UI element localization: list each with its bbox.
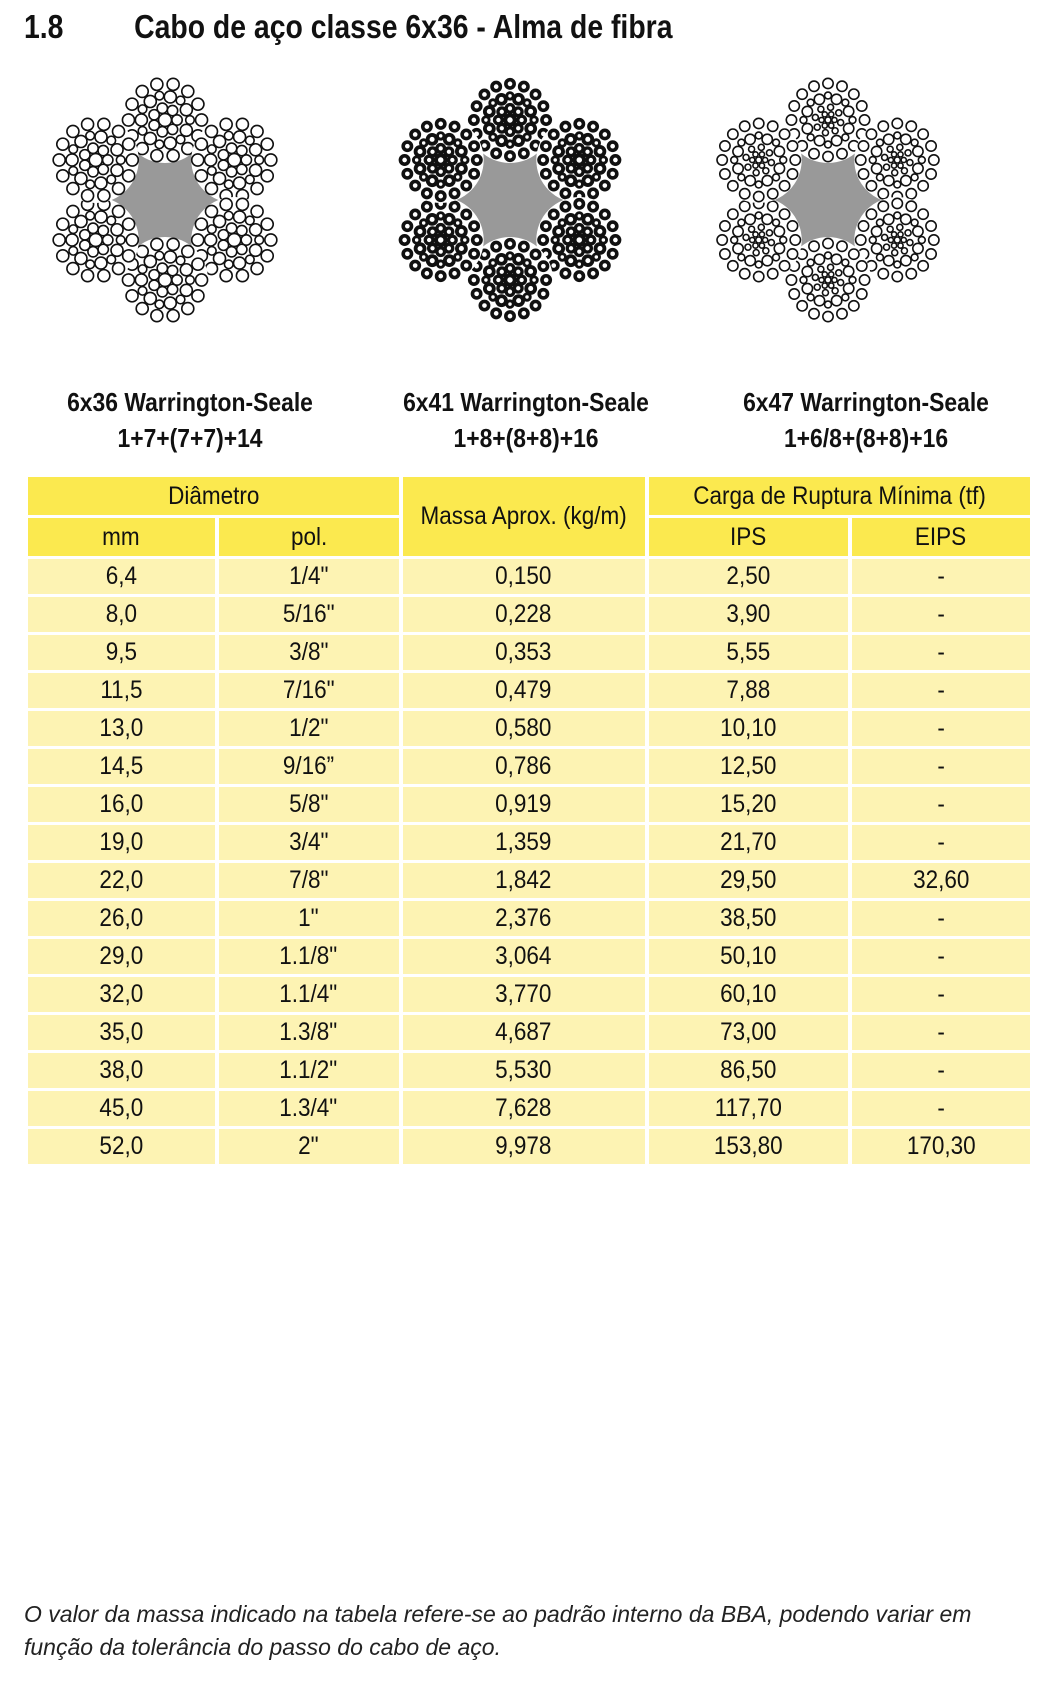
construction-caption-6x36: [0, 384, 380, 456]
header-massa: Massa Aprox. (kg/m): [403, 477, 645, 556]
cell-massa: 1,842: [403, 863, 645, 898]
cell-pol: 3/4": [219, 825, 399, 860]
cell-ips: 60,10: [649, 977, 848, 1012]
cell-pol: 1/2": [219, 711, 399, 746]
cell-mm: 14,5: [28, 749, 215, 784]
table-row: [28, 635, 1030, 670]
construction-formula: 1+6/8+(8+8)+16: [783, 423, 949, 453]
cell-mm: 8,0: [28, 597, 215, 632]
construction-caption-6x41: [336, 384, 716, 456]
table-row: [28, 673, 1030, 708]
cell-massa: 7,628: [403, 1091, 645, 1126]
cell-massa: 9,978: [403, 1129, 645, 1164]
table-row: [28, 863, 1030, 898]
cell-mm: 38,0: [28, 1053, 215, 1088]
rope-cross-section-6x36: [30, 62, 300, 352]
cell-ips: 153,80: [649, 1129, 848, 1164]
cell-ips: 29,50: [649, 863, 848, 898]
cell-eips: -: [852, 939, 1030, 974]
cell-mm: 32,0: [28, 977, 215, 1012]
cell-mm: 11,5: [28, 673, 215, 708]
cell-mm: 29,0: [28, 939, 215, 974]
cell-eips: -: [852, 559, 1030, 594]
cell-pol: 1.3/8": [219, 1015, 399, 1050]
header-carga-ruptura: Carga de Ruptura Mínima (tf): [649, 477, 1030, 515]
cell-mm: 19,0: [28, 825, 215, 860]
cell-massa: 0,786: [403, 749, 645, 784]
cell-pol: 5/16": [219, 597, 399, 632]
table-row: [28, 1053, 1030, 1088]
table-row: [28, 597, 1030, 632]
header-pol: pol.: [219, 518, 399, 556]
table-row: [28, 901, 1030, 936]
table-row: [28, 1015, 1030, 1050]
cell-eips: -: [852, 597, 1030, 632]
cell-ips: 73,00: [649, 1015, 848, 1050]
cell-ips: 3,90: [649, 597, 848, 632]
cell-mm: 26,0: [28, 901, 215, 936]
cell-massa: 0,150: [403, 559, 645, 594]
cell-massa: 4,687: [403, 1015, 645, 1050]
cell-eips: -: [852, 901, 1030, 936]
construction-name: 6x41 Warrington-Seale: [403, 387, 649, 417]
cell-eips: -: [852, 825, 1030, 860]
construction-formula: 1+8+(8+8)+16: [453, 423, 599, 453]
header-diameter: Diâmetro: [28, 477, 399, 515]
construction-caption-6x47: [676, 384, 1056, 456]
cell-eips: 32,60: [852, 863, 1030, 898]
cell-ips: 2,50: [649, 559, 848, 594]
table-row: [28, 825, 1030, 860]
cell-massa: 0,228: [403, 597, 645, 632]
cell-ips: 12,50: [649, 749, 848, 784]
cell-ips: 7,88: [649, 673, 848, 708]
cell-pol: 1/4": [219, 559, 399, 594]
cell-pol: 5/8": [219, 787, 399, 822]
table-row: [28, 559, 1030, 594]
footnote: O valor da massa indicado na tabela refere-se ao padrão interno da BBA, podendo variar em função da tolerância do passo do cabo de aço.: [24, 1601, 972, 1660]
rope-cross-section-6x41: [375, 62, 645, 352]
cell-eips: -: [852, 977, 1030, 1012]
cell-ips: 10,10: [649, 711, 848, 746]
cell-massa: 0,919: [403, 787, 645, 822]
section-title: Cabo de aço classe 6x36 - Alma de fibra: [134, 8, 673, 45]
cell-eips: -: [852, 1091, 1030, 1126]
cell-mm: 16,0: [28, 787, 215, 822]
cell-pol: 1": [219, 901, 399, 936]
page-title: [24, 8, 672, 46]
cell-mm: 13,0: [28, 711, 215, 746]
cell-ips: 5,55: [649, 635, 848, 670]
header-ips: IPS: [649, 518, 848, 556]
cell-eips: 170,30: [852, 1129, 1030, 1164]
cell-ips: 50,10: [649, 939, 848, 974]
cell-ips: 117,70: [649, 1091, 848, 1126]
specification-table: [24, 474, 1034, 1167]
cell-mm: 6,4: [28, 559, 215, 594]
cell-massa: 2,376: [403, 901, 645, 936]
cell-massa: 3,064: [403, 939, 645, 974]
cell-massa: 0,353: [403, 635, 645, 670]
cell-eips: -: [852, 635, 1030, 670]
cell-pol: 1.1/2": [219, 1053, 399, 1088]
section-number: 1.8: [24, 8, 64, 45]
table-row: [28, 749, 1030, 784]
table-row: [28, 977, 1030, 1012]
cell-pol: 1.1/4": [219, 977, 399, 1012]
cell-massa: 0,580: [403, 711, 645, 746]
cell-pol: 7/16": [219, 673, 399, 708]
cell-eips: -: [852, 1015, 1030, 1050]
table-row: [28, 1129, 1030, 1164]
cell-pol: 1.3/4": [219, 1091, 399, 1126]
cell-eips: -: [852, 711, 1030, 746]
table-row: [28, 711, 1030, 746]
cell-massa: 3,770: [403, 977, 645, 1012]
table-row: [28, 1091, 1030, 1126]
table-row: [28, 939, 1030, 974]
rope-cross-section-6x47: [693, 62, 963, 352]
construction-name: 6x47 Warrington-Seale: [743, 387, 989, 417]
header-eips: EIPS: [852, 518, 1030, 556]
cell-mm: 45,0: [28, 1091, 215, 1126]
cell-pol: 1.1/8": [219, 939, 399, 974]
cell-pol: 2": [219, 1129, 399, 1164]
cell-eips: -: [852, 787, 1030, 822]
cell-mm: 35,0: [28, 1015, 215, 1050]
cell-eips: -: [852, 1053, 1030, 1088]
header-row-group: [28, 477, 1030, 515]
cell-pol: 3/8": [219, 635, 399, 670]
table-row: [28, 787, 1030, 822]
cell-ips: 15,20: [649, 787, 848, 822]
cell-massa: 0,479: [403, 673, 645, 708]
cell-eips: -: [852, 673, 1030, 708]
cell-mm: 52,0: [28, 1129, 215, 1164]
cell-massa: 1,359: [403, 825, 645, 860]
cell-ips: 21,70: [649, 825, 848, 860]
construction-formula: 1+7+(7+7)+14: [117, 423, 263, 453]
cell-pol: 9/16”: [219, 749, 399, 784]
cell-pol: 7/8": [219, 863, 399, 898]
cell-eips: -: [852, 749, 1030, 784]
cell-ips: 38,50: [649, 901, 848, 936]
cell-ips: 86,50: [649, 1053, 848, 1088]
construction-name: 6x36 Warrington-Seale: [67, 387, 313, 417]
cell-massa: 5,530: [403, 1053, 645, 1088]
cell-mm: 22,0: [28, 863, 215, 898]
cell-mm: 9,5: [28, 635, 215, 670]
header-mm: mm: [28, 518, 215, 556]
